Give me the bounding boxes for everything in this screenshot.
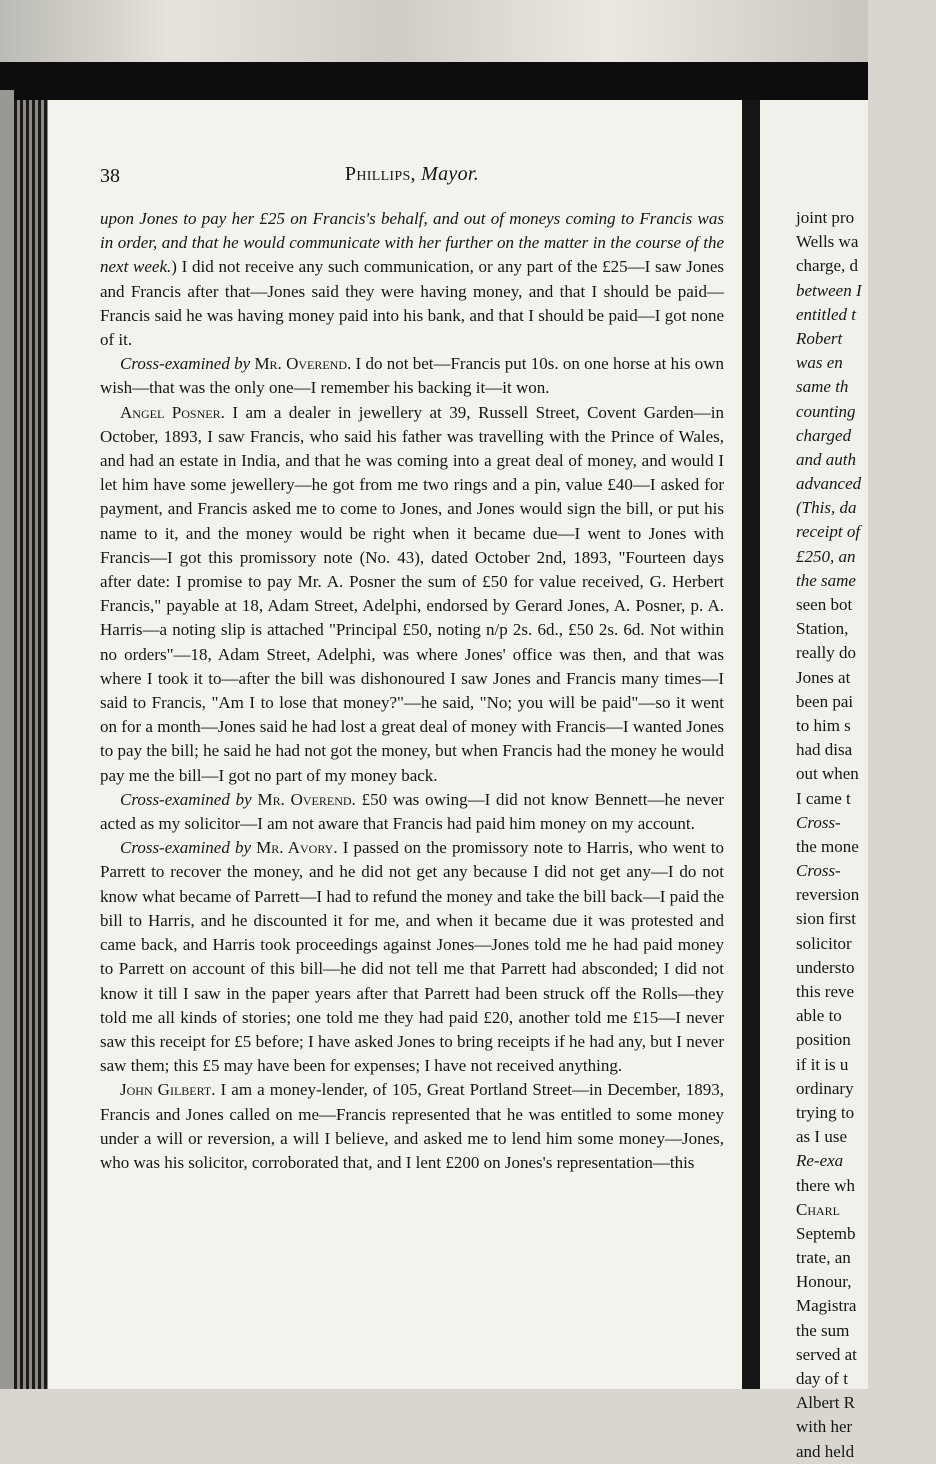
facing-page-line xyxy=(796,956,936,980)
book-gutter xyxy=(742,100,760,1389)
text-run: understo xyxy=(796,957,855,977)
facing-page-line xyxy=(796,1125,936,1149)
facing-page-line xyxy=(796,1367,936,1391)
text-run: I passed on the promissory note to Harris, who went to Parrett to recover the money, and he did not get any because I did not get any—I do not know what became of Parrett—I had to refund the money and take the bill back—I paid the bill to Harris, and he discounted it for me, and when it became due it was protested and came back, and Harris took proceedings against Jones—Jones told me he had paid money to Parrett on account of this bill—he did not tell me that Parrett had absconded; I did not know it till I saw in the paper years after that Parrett had been struck off the Rolls—they told me all kinds of stories; one told me they had paid £20, another told me £15—I never saw this receipt for £5 before; I have asked Jones to bring receipts if he had any, but I never saw them; this £5 may have been for expenses; I have not received anything. xyxy=(100,838,724,1076)
facing-page-line xyxy=(796,520,936,544)
text-run: able to xyxy=(796,1006,842,1026)
facing-page-line xyxy=(796,641,936,665)
italic-text: receipt of xyxy=(796,522,861,542)
facing-page-line xyxy=(796,254,936,278)
italic-text: advanced xyxy=(796,474,862,494)
italic-text: Cross- xyxy=(796,812,841,832)
italic-text: and auth xyxy=(796,449,856,469)
facing-page-line xyxy=(796,883,936,907)
italic-text: between I xyxy=(796,280,862,300)
italic-text: upon Jones to pay her £25 on Francis's behalf, and out of moneys coming to Francis was in order, and that he would communicate with her further on the matter in the course of the next week. xyxy=(100,209,724,277)
facing-page-line xyxy=(796,327,936,351)
text-run: served at xyxy=(796,1344,857,1364)
facing-page-line xyxy=(796,206,936,230)
page-number: 38 xyxy=(100,165,120,187)
facing-page-line xyxy=(796,1319,936,1343)
text-run: reversion xyxy=(796,885,860,905)
paragraph xyxy=(100,788,724,836)
facing-page-line xyxy=(796,279,936,303)
facing-page-line xyxy=(796,617,936,641)
facing-page-line xyxy=(796,424,936,448)
text-run: there wh xyxy=(796,1175,856,1195)
book-binding-edge xyxy=(14,100,50,1389)
text-run: been pai xyxy=(796,691,854,711)
facing-page-line xyxy=(796,666,936,690)
italic-text: the same xyxy=(796,570,856,590)
facing-page-line xyxy=(796,1028,936,1052)
facing-page-line xyxy=(796,230,936,254)
text-run: and held xyxy=(796,1441,855,1461)
text-run: the sum xyxy=(796,1320,850,1340)
paragraph xyxy=(100,352,724,400)
speaker-name: Mr. Avory. xyxy=(256,838,338,858)
text-run: I am a dealer in jewellery at 39, Russell Street, Covent Garden—in October, 1893, I saw Francis, who said his father was travelling with the Prince of Wales, and had an estate in India, and that he was coming into a great deal of money, and would I let him have some jewellery—he got from me two rings and a pin, value £40—I asked for payment, and Francis asked me to come to Jones, and Jones would sign the bill, or put his name to it, and the money would be right when it became due—I went to Jones with Francis—I got this promissory note (No. 43), dated October 2nd, 1893, "Fourteen days after date: I promise to pay Mr. A. Posner the sum of £50 for value received, G. Herbert Francis," payable at 18, Adam Street, Adelphi, endorsed by Gerard Jones, A. Posner, p. A. Harris—a noting slip is attached "Principal £50, noting n/p 2s. 6d., £50 2s. 6d. Not within no orders"—18, Adam Street, Adelphi, was where Jones' office was then, and that was where I took it to—after the bill was dishonoured I saw Jones and Francis many times—I said to Francis, "Am I to lose that money?"—he said, "No; you will be paid"—so it went on for a month—Jones said he had lost a great deal of money with Francis—I wanted Jones to pay the bill; he said he had not got the money, but when Francis had the money he would pay me the bill—I got no part of my money back. xyxy=(100,402,724,785)
text-run: position xyxy=(796,1030,851,1050)
text-run: the mone xyxy=(796,836,859,856)
facing-page-line xyxy=(796,738,936,762)
facing-page-line xyxy=(796,1391,936,1415)
facing-page-line xyxy=(796,496,936,520)
italic-text: counting xyxy=(796,401,856,421)
facing-page-line xyxy=(796,714,936,738)
facing-page-line xyxy=(796,400,936,424)
text-run: solicitor xyxy=(796,933,852,953)
text-run: this reve xyxy=(796,982,855,1001)
text-run: trate, an xyxy=(796,1248,851,1268)
facing-page-line xyxy=(796,448,936,472)
facing-page-line xyxy=(796,593,936,617)
speaker-name: Mr. Overend. xyxy=(257,789,356,809)
italic-text: Robert xyxy=(796,328,843,348)
facing-page-line xyxy=(796,859,936,883)
facing-page-line xyxy=(796,569,936,593)
scan-left-edge xyxy=(0,90,14,1389)
facing-page-line xyxy=(796,1415,936,1439)
italic-text: Re-exa xyxy=(796,1151,844,1171)
facing-page-line xyxy=(796,1343,936,1367)
running-head-title: Mayor. xyxy=(421,163,480,185)
facing-page-line xyxy=(796,1077,936,1101)
italic-text: same th xyxy=(796,377,849,397)
facing-page-line xyxy=(796,303,936,327)
page-header xyxy=(100,163,724,193)
text-run: charge, d xyxy=(796,256,858,276)
text-run: Septemb xyxy=(796,1223,856,1243)
text-run: sion first xyxy=(796,909,856,929)
text-run: joint pro xyxy=(796,208,855,227)
text-run: I am a money-lender, of 105, Great Portland Street—in December, 1893, Francis and Jones called on me—Francis represented that he was entitled to some money under a will or reversion, a will I believe, and asked me to lend him some money—Jones, who was his solicitor, corroborated that, and I lent £200 on Jones's representation—this xyxy=(100,1080,724,1172)
text-run: trying to xyxy=(796,1102,855,1122)
page-body xyxy=(100,207,724,1175)
facing-page-line xyxy=(796,787,936,811)
italic-text: £250, an xyxy=(796,546,856,566)
text-run: out when xyxy=(796,764,859,784)
facing-page-line xyxy=(796,932,936,956)
italic-text: Cross-examined by xyxy=(120,354,251,374)
text-run: £50 was owing—I did not know Bennett—he never acted as my solicitor—I am not aware that Francis had paid him money on my account. xyxy=(100,789,725,834)
italic-text: Cross-examined by xyxy=(120,789,252,809)
facing-page-line xyxy=(796,1004,936,1028)
facing-page-line xyxy=(796,1270,936,1294)
paragraph xyxy=(100,401,724,788)
facing-page-line xyxy=(796,375,936,399)
facing-page-line xyxy=(796,1053,936,1077)
facing-page-line xyxy=(796,907,936,931)
speaker-name: Angel Posner. xyxy=(120,402,225,422)
text-run: if it is u xyxy=(796,1054,849,1074)
text-run: as I use xyxy=(796,1127,847,1147)
facing-page-line xyxy=(796,1198,936,1222)
running-head-name: Phillips, xyxy=(344,163,416,185)
italic-text: (This, da xyxy=(796,498,857,518)
text-run: I came t xyxy=(796,788,851,808)
text-run: Station, xyxy=(796,619,849,639)
text-run: Honour, xyxy=(796,1272,852,1292)
facing-page-line xyxy=(796,980,936,1004)
facing-page-line xyxy=(796,1246,936,1270)
facing-page-line xyxy=(796,1440,936,1464)
paragraph xyxy=(100,836,724,1078)
text-run: Jones at xyxy=(796,667,851,687)
facing-page-line xyxy=(796,545,936,569)
speaker-name: Charl xyxy=(796,1199,841,1219)
facing-page xyxy=(760,100,868,1461)
text-run: with her xyxy=(796,1417,853,1437)
text-run: had disa xyxy=(796,740,853,760)
facing-page-line xyxy=(796,1149,936,1173)
facing-page-line xyxy=(796,351,936,375)
text-run: day of t xyxy=(796,1369,848,1388)
facing-page-line xyxy=(796,811,936,835)
text-run: Wells wa xyxy=(796,232,859,252)
text-run: seen bot xyxy=(796,595,853,614)
text-run: I do not bet—Francis put 10s. on one horse at his own wish—that was the only one—I remember his backing it—it won. xyxy=(100,354,724,398)
text-run: ordinary xyxy=(796,1078,854,1098)
facing-page-text xyxy=(796,206,936,1464)
paragraph xyxy=(100,1078,724,1175)
facing-page-line xyxy=(796,835,936,859)
facing-page-line xyxy=(796,1222,936,1246)
facing-page-line xyxy=(796,1294,936,1318)
italic-text: entitled t xyxy=(796,304,856,324)
speaker-name: Mr. Overend. xyxy=(254,354,352,374)
text-run: really do xyxy=(796,643,856,663)
paragraph xyxy=(100,207,724,352)
running-head xyxy=(100,163,724,186)
italic-text: Cross- xyxy=(796,861,841,881)
italic-text: was en xyxy=(796,353,843,373)
scan-background-top xyxy=(0,0,868,70)
text-run: Magistra xyxy=(796,1296,857,1316)
text-run: to him s xyxy=(796,715,851,735)
speaker-name: John Gilbert. xyxy=(120,1080,216,1100)
facing-page-line xyxy=(796,1101,936,1125)
facing-page-line xyxy=(796,762,936,786)
facing-page-line xyxy=(796,1174,936,1198)
italic-text: charged xyxy=(796,425,852,445)
facing-page-line xyxy=(796,690,936,714)
text-run: Albert R xyxy=(796,1393,856,1413)
text-run: ) I did not receive any such communication, or any part of the £25—I saw Jones and Francis after that—Jones said they were having money, and that I should be paid—Francis said he was having money paid into his bank, and that I should be paid—I got none of it. xyxy=(100,257,724,350)
facing-page-line xyxy=(796,472,936,496)
italic-text: Cross-examined by xyxy=(120,838,252,858)
